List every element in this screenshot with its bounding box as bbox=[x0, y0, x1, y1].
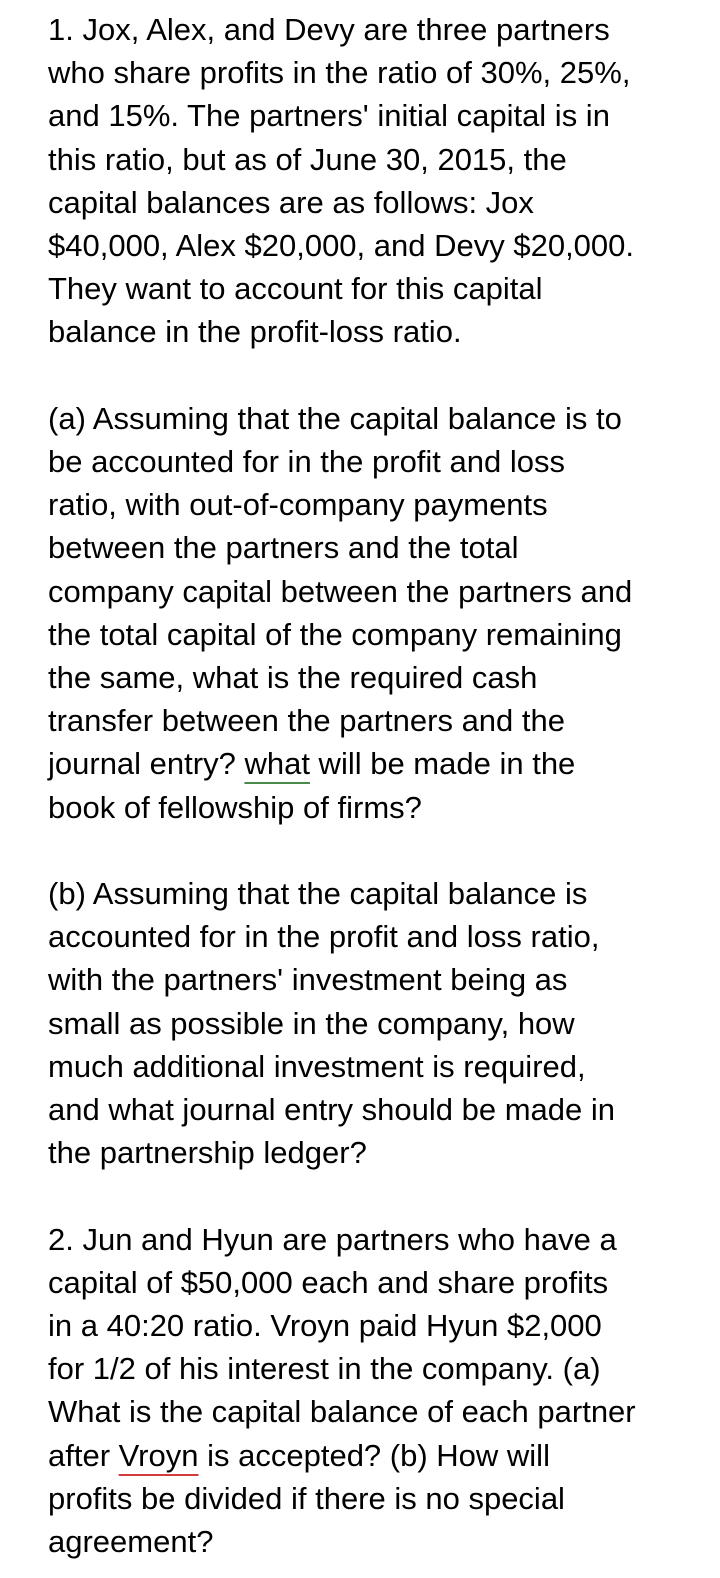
question-2-line bbox=[48, 1434, 708, 1477]
part-a-line: transfer between the partners and the bbox=[48, 703, 565, 739]
part-a-text: journal entry? bbox=[48, 746, 245, 782]
part-a-line bbox=[48, 742, 708, 785]
part-a-line: between the partners and the total bbox=[48, 530, 519, 566]
part-a-line: company capital between the partners and bbox=[48, 573, 633, 609]
question-2-line: 2. Jun and Hyun are partners who have a bbox=[48, 1221, 617, 1257]
part-b-line: with the partners' investment being as bbox=[48, 962, 568, 998]
document-body bbox=[48, 8, 708, 1563]
part-b-line: (b) Assuming that the capital balance is bbox=[48, 876, 588, 912]
question-1-line: and 15%. The partners' initial capital is in bbox=[48, 98, 610, 134]
question-2-text: after bbox=[48, 1437, 119, 1473]
question-1-part-b bbox=[48, 872, 708, 1174]
question-1-line: They want to account for this capital bbox=[48, 271, 543, 307]
question-1-line: capital balances are as follows: Jox bbox=[48, 184, 534, 220]
question-2-line: in a 40:20 ratio. Vroyn paid Hyun $2,000 bbox=[48, 1308, 602, 1344]
question-2-text: is accepted? (b) How will bbox=[198, 1437, 550, 1473]
question-2 bbox=[48, 1218, 708, 1564]
part-a-line: book of fellowship of firms? bbox=[48, 789, 422, 825]
part-b-line: much additional investment is required, bbox=[48, 1048, 586, 1084]
question-1-line: balance in the profit-loss ratio. bbox=[48, 314, 462, 350]
question-2-line: What is the capital balance of each partner bbox=[48, 1394, 636, 1430]
question-1-line: who share profits in the ratio of 30%, 25%, bbox=[48, 55, 631, 91]
part-a-line: (a) Assuming that the capital balance is to bbox=[48, 400, 622, 436]
part-a-line: be accounted for in the profit and loss bbox=[48, 444, 565, 480]
question-2-line: profits be divided if there is no special bbox=[48, 1480, 565, 1516]
part-a-line: the total capital of the company remaining bbox=[48, 616, 622, 652]
part-b-line: small as possible in the company, how bbox=[48, 1005, 575, 1041]
question-2-line: for 1/2 of his interest in the company. (a) bbox=[48, 1351, 601, 1387]
question-1-line: this ratio, but as of June 30, 2015, the bbox=[48, 141, 567, 177]
part-b-line: the partnership ledger? bbox=[48, 1135, 367, 1171]
grammar-flagged-word[interactable]: what bbox=[244, 746, 310, 782]
part-b-line: and what journal entry should be made in bbox=[48, 1092, 615, 1128]
paragraph-gap bbox=[48, 354, 708, 397]
part-a-line: ratio, with out-of-company payments bbox=[48, 487, 548, 523]
part-a-line: the same, what is the required cash bbox=[48, 660, 538, 696]
part-a-text: will be made in the bbox=[309, 746, 576, 782]
question-2-line: agreement? bbox=[48, 1524, 214, 1560]
spelling-flagged-word[interactable]: Vroyn bbox=[118, 1437, 199, 1473]
question-2-line: capital of $50,000 each and share profits bbox=[48, 1264, 609, 1300]
part-b-line: accounted for in the profit and loss ratio, bbox=[48, 919, 600, 955]
question-1-part-a bbox=[48, 397, 708, 829]
question-1 bbox=[48, 8, 708, 354]
paragraph-gap bbox=[48, 1174, 708, 1217]
paragraph-gap bbox=[48, 829, 708, 872]
question-1-line: 1. Jox, Alex, and Devy are three partners bbox=[48, 12, 610, 47]
question-1-line: $40,000, Alex $20,000, and Devy $20,000. bbox=[48, 228, 635, 264]
